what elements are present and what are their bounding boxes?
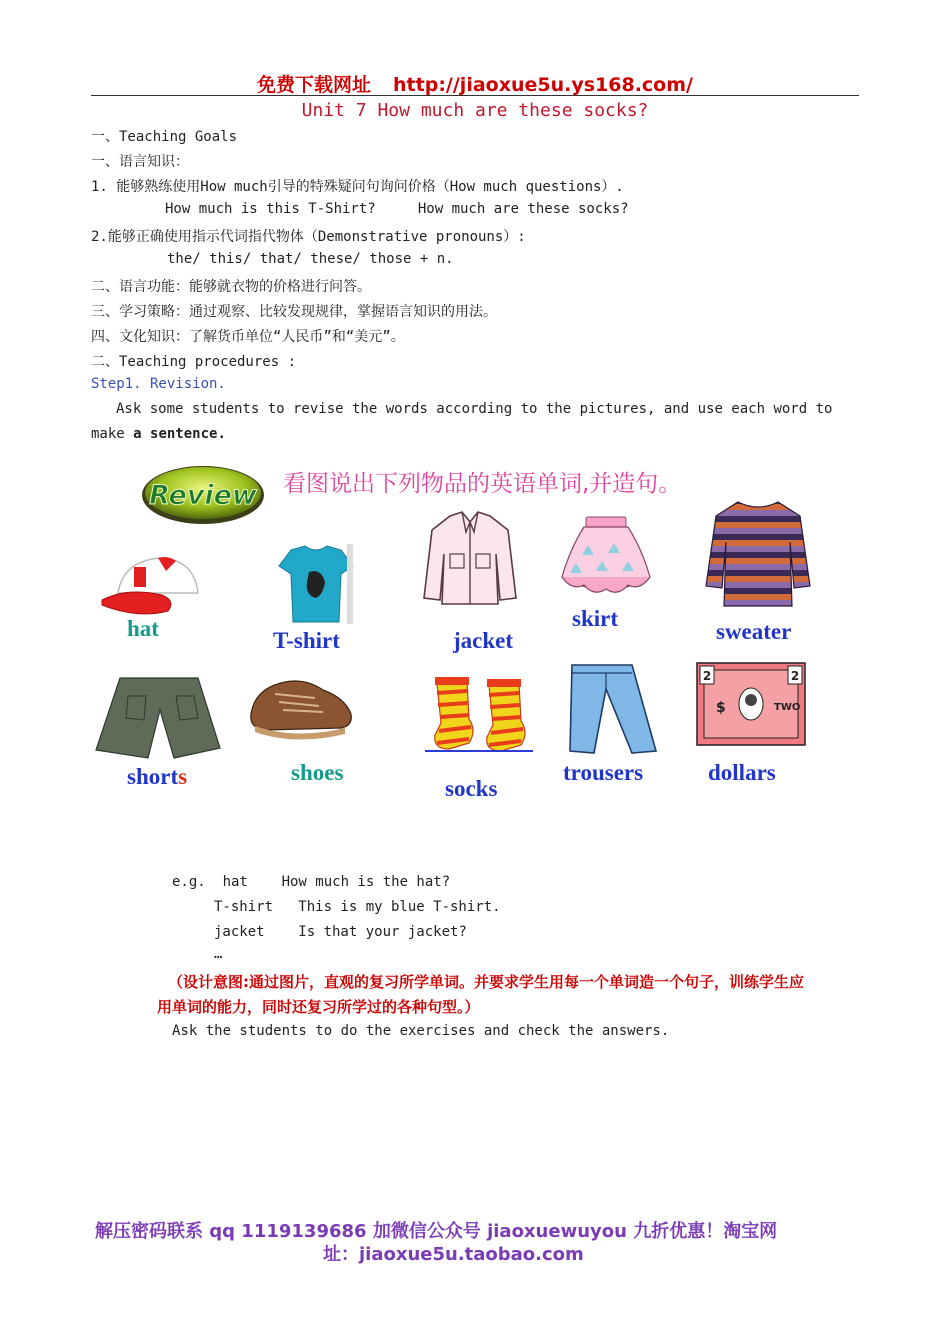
svg-text:2: 2 [790,669,800,683]
trousers-icon [568,663,660,755]
knowledge-item-1-examples: How much is this T-Shirt? How much are these socks? [165,201,629,217]
word-shoes: shoes [291,760,344,785]
site-label: 免费下载网址 [257,74,372,96]
svg-text:TWO: TWO [774,702,801,713]
word-socks: socks [445,776,498,801]
site-header [0,70,950,97]
knowledge-heading: 一、语言知识： [91,154,189,170]
sweater-icon [704,498,812,608]
dollar-bill-icon [696,662,806,746]
example-ellipsis: … [214,946,223,962]
word-skirt: skirt [572,606,618,631]
word-shorts [127,764,187,790]
skirt-icon [558,515,654,599]
word-jacket: jacket [453,628,514,653]
knowledge-item-2: 2.能够正确使用指示代词指代物体（Demonstrative pronouns）: [91,229,526,245]
step1-instruction-cont-a: make [91,426,134,442]
tshirt-icon [277,544,355,624]
shoes-icon [245,674,355,746]
jacket-icon [422,510,518,608]
word-hat: hat [127,616,159,641]
header-divider [91,95,859,96]
design-note-line1: （设计意图:通过图片，直观的复习所学单词。并要求学生用每一个单词造一个句子，训练学生应 [168,973,805,991]
learning-strategy: 三、学习策略：通过观察、比较发现规律，掌握语言知识的用法。 [91,304,497,320]
example-jacket: jacket Is that your jacket? [214,924,467,940]
socks-icon [425,675,535,755]
footer-line1: 解压密码联系 qq 1119139686 加微信公众号 jiaoxuewuyou 九折优惠！淘宝网 [95,1221,778,1242]
word-sweater: sweater [716,619,792,644]
hat-icon [98,553,202,621]
footer-line2[interactable]: 址：jiaoxue5u.taobao.com [323,1244,584,1265]
cultural-knowledge: 四、文化知识：了解货币单位“人民币”和“美元”。 [91,329,405,345]
review-badge-text: Review [149,480,257,511]
procedures-heading: 二、Teaching procedures : [91,354,297,370]
svg-text:2: 2 [702,669,712,683]
page-title: Unit 7 How much are these socks? [301,100,649,121]
review-badge [140,462,266,526]
exercise-instruction: Ask the students to do the exercises and check the answers. [172,1023,670,1039]
example-hat: e.g. hat How much is the hat? [172,874,451,890]
shorts-icon [94,676,222,760]
knowledge-item-1: 1. 能够熟练使用How much引导的特殊疑问句询问价格（How much questions）. [91,179,624,195]
example-tshirt: T-shirt This is my blue T-shirt. [214,899,501,915]
teaching-goals-heading: 一、Teaching Goals [91,129,238,145]
step1-instruction-cont-b: a sentence. [133,426,226,442]
language-function: 二、语言功能：能够就衣物的价格进行问答。 [91,279,371,295]
word-trousers: trousers [563,760,644,785]
design-note-line2: 用单词的能力，同时还复习所学过的各种句型。） [157,998,480,1016]
svg-text:$: $ [716,700,726,716]
step1-heading: Step1. Revision. [91,376,226,392]
word-tshirt: T-shirt [273,628,340,653]
knowledge-item-2-examples: the/ this/ that/ these/ those + n. [167,251,454,267]
review-instruction: 看图说出下列物品的英语单词,并造句。 [283,471,682,497]
word-shorts-end: s [178,764,188,789]
step1-instruction: Ask some students to revise the words according to the pictures, and use each word to [116,401,833,417]
site-url-link[interactable]: http://jiaoxue5u.ys168.com/ [393,74,693,96]
step1-instruction-cont [91,426,226,442]
word-dollars: dollars [708,760,776,785]
word-shorts-main: short [127,764,179,789]
